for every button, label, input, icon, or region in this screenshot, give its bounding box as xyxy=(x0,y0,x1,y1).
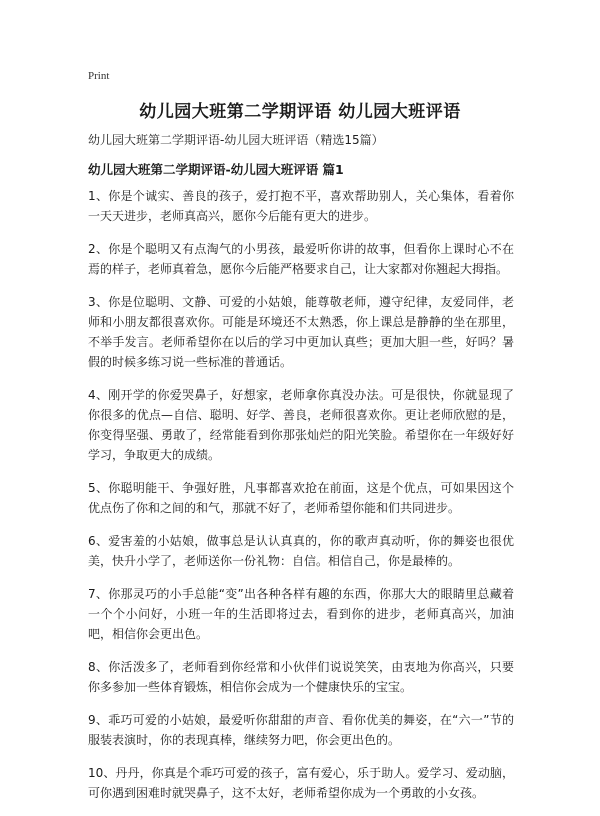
comment-paragraph-2: 2、你是个聪明又有点淘气的小男孩，最爱听你讲的故事，但看你上课时心不在焉的样子，老师真着急，愿你今后能严格要求自己，让大家都对你翘起大拇指。 xyxy=(88,242,514,276)
comment-paragraph-3: 3、你是位聪明、文静、可爱的小姑娘，能尊敬老师，遵守纪律，友爱同伴，老师和小朋友都很喜欢你。可能是环境还不太熟悉，你上课总是静静的坐在那里，不举手发言。老师希望你在以后的学习中更加认真些；更加大胆一些，好吗？暑假的时候多练习说一些标准的普通话。 xyxy=(88,295,514,369)
comment-paragraph-6: 6、爱害羞的小姑娘，做事总是认认真真的，你的歌声真动听，你的舞姿也很优美，快升小学了，老师送你一份礼物：自信。相信自己，你是最棒的。 xyxy=(88,534,514,568)
page-title: 幼儿园大班第二学期评语 幼儿园大班评语 xyxy=(139,102,461,122)
comment-paragraph-5: 5、你聪明能干、争强好胜，凡事都喜欢抢在前面，这是个优点，可如果因这个优点伤了你和之间的和气，那就不好了，老师希望你能和们共同进步。 xyxy=(88,481,514,515)
comment-paragraph-8: 8、你活泼多了，老师看到你经常和小伙伴们说说笑笑，由衷地为你高兴，只要你多参加一些体育锻炼，相信你会成为一个健康快乐的宝宝。 xyxy=(88,660,514,694)
comment-paragraph-10: 10、丹丹，你真是个乖巧可爱的孩子，富有爱心，乐于助人。爱学习、爱动脑，可你遇到困难时就哭鼻子，这不太好，老师希望你成为一个勇敢的小女孩。 xyxy=(88,766,514,800)
comment-paragraph-1: 1、你是个诚实、善良的孩子，爱打抱不平，喜欢帮助别人，关心集体，看着你一天天进步，老师真高兴，愿你今后能有更大的进步。 xyxy=(88,189,514,223)
comment-paragraph-9: 9、乖巧可爱的小姑娘，最爱听你甜甜的声音、看你优美的舞姿，在“六一”节的服装表演时，你的表现真棒，继续努力吧，你会更出色的。 xyxy=(88,713,514,747)
section-heading: 幼儿园大班第二学期评语-幼儿园大班评语 篇1 xyxy=(88,162,344,177)
comments-list xyxy=(88,186,514,816)
comment-paragraph-4: 4、刚开学的你爱哭鼻子，好想家，老师拿你真没办法。可是很快，你就显现了你很多的优点—自信、聪明、好学、善良，老师很喜欢你。更让老师欣慰的是，你变得坚强、勇敢了，经常能看到你那张灿烂的阳光笑脸。希望你在一年级好好学习，争取更大的成绩。 xyxy=(88,388,514,462)
print-link[interactable]: Print xyxy=(88,70,110,82)
page-subtitle: 幼儿园大班第二学期评语-幼儿园大班评语（精选15篇） xyxy=(88,133,384,147)
comment-paragraph-7: 7、你那灵巧的小手总能“变”出各种各样有趣的东西，你那大大的眼睛里总藏着一个个小问好，小班一年的生活即将过去，看到你的进步，老师真高兴，加油吧，相信你会更出色。 xyxy=(88,587,514,641)
